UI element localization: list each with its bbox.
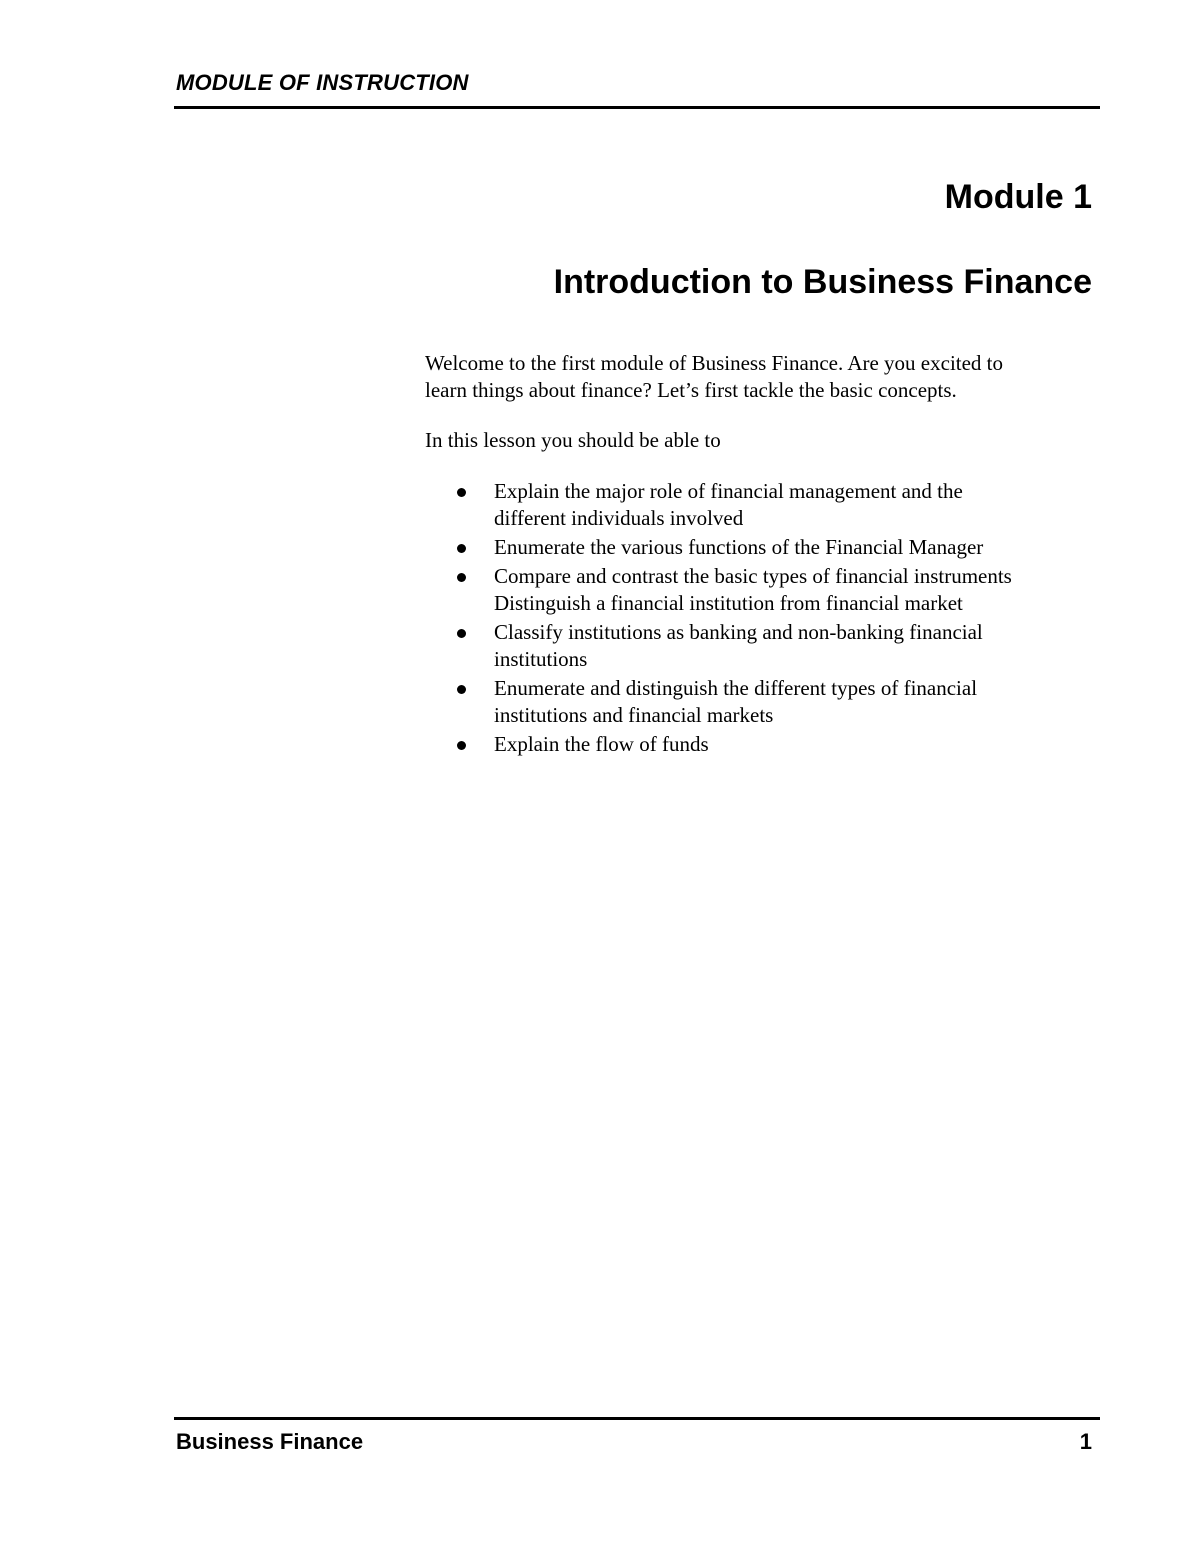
objective-item [425,619,1105,673]
intro-paragraph [425,350,1105,404]
page-number: 1 [1079,1429,1092,1454]
bullet-icon [457,685,466,694]
intro-line: Welcome to the first module of Business Finance. Are you excited to [425,351,1004,375]
footer-subject: Business Finance [176,1429,364,1454]
header-divider [174,106,1100,109]
objective-item [425,731,1105,758]
objective-line: Explain the flow of funds [494,732,709,756]
objective-line: institutions and financial markets [494,703,774,727]
objective-item [425,478,1105,532]
bullet-icon [457,544,466,553]
objective-line: different individuals involved [494,506,744,530]
objective-item [425,675,1105,729]
bullet-icon [457,629,466,638]
footer-divider [174,1417,1100,1420]
module-content [425,350,1105,760]
module-number: Module 1 [944,178,1092,216]
bullet-icon [457,573,466,582]
objective-line: Compare and contrast the basic types of financial instruments [494,564,1012,588]
objective-item [425,563,1105,617]
objective-line: Distinguish a financial institution from financial market [494,591,963,615]
objective-line: Explain the major role of financial management and the [494,479,963,503]
objective-line: Classify institutions as banking and non-banking financial [494,620,983,644]
running-header-title: MODULE OF INSTRUCTION [176,70,469,95]
objective-line: Enumerate and distinguish the different types of financial [494,676,978,700]
bullet-icon [457,488,466,497]
objective-item [425,534,1105,561]
bullet-icon [457,741,466,750]
objective-line: institutions [494,647,588,671]
objectives-list [425,478,1105,758]
intro-line: learn things about finance? Let’s first tackle the basic concepts. [425,378,957,402]
objectives-lead: In this lesson you should be able to [425,428,721,452]
objective-line: Enumerate the various functions of the Financial Manager [494,535,984,559]
module-title: Introduction to Business Finance [553,263,1092,301]
